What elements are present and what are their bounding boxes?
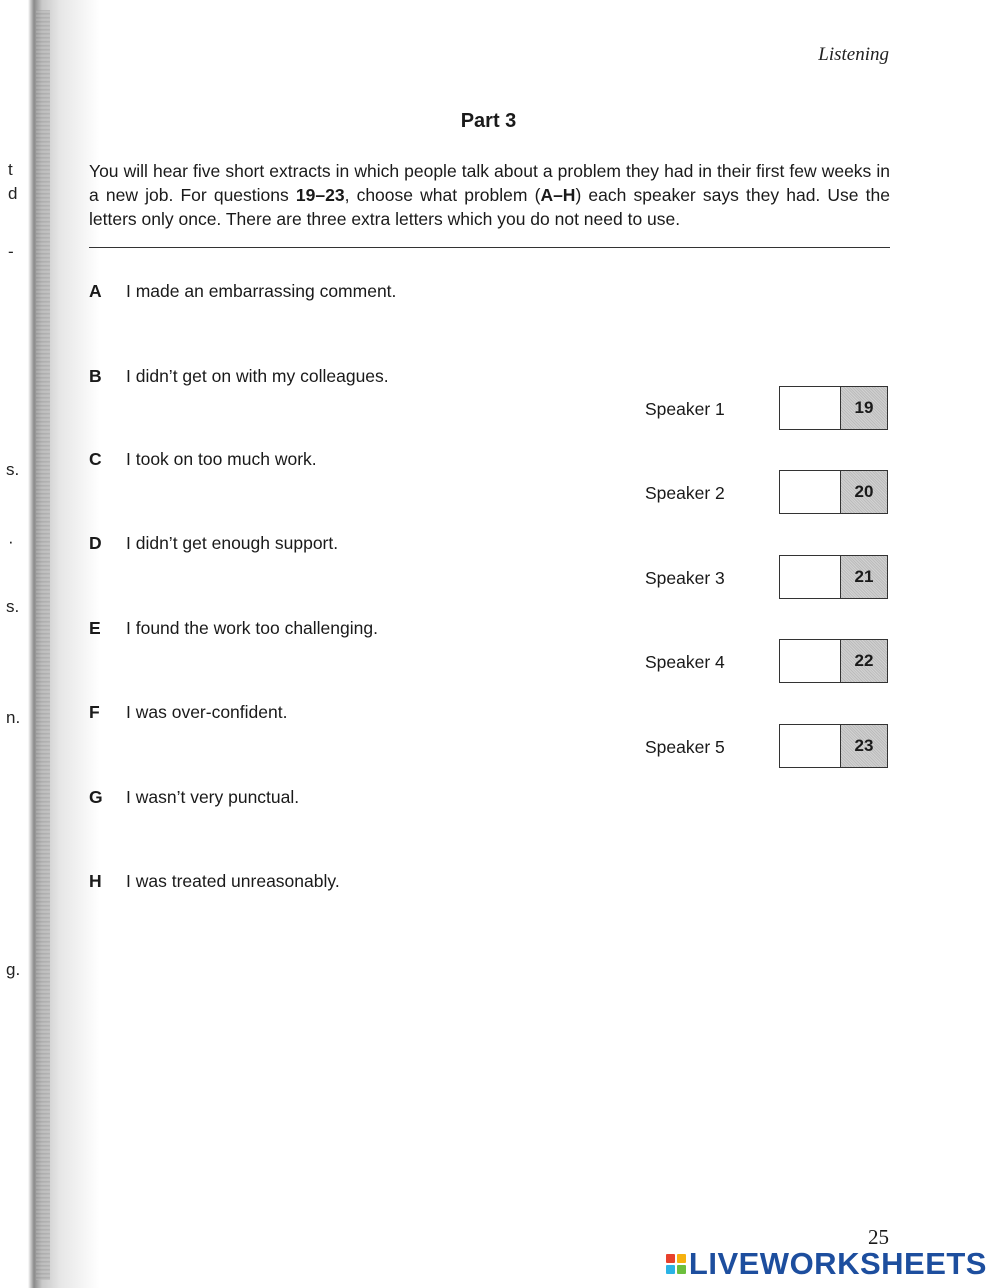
speaker-label: Speaker 3: [645, 568, 725, 588]
answer-input[interactable]: [780, 725, 841, 767]
option-item: [89, 281, 396, 302]
bleed-through-text: g.: [6, 960, 21, 979]
option-text: I made an embarrassing comment.: [126, 281, 397, 301]
option-item: [89, 533, 338, 554]
answer-input[interactable]: [780, 640, 841, 682]
answer-box: [779, 555, 888, 599]
answer-box: [779, 470, 888, 514]
bleed-through-text: -: [8, 242, 14, 261]
bleed-through-text: s.: [6, 460, 20, 479]
answer-box: [779, 639, 888, 683]
answer-box: [779, 386, 888, 430]
liveworksheets-logo-icon: [666, 1254, 686, 1274]
instructions-text: You will hear five short extracts in which people talk about a problem they had in their first few weeks in a new job. For questions: [89, 161, 890, 205]
option-item: [89, 702, 287, 723]
bleed-through-text: n.: [6, 708, 21, 727]
option-text: I didn’t get on with my colleagues.: [126, 366, 389, 386]
option-letter: G: [89, 787, 103, 807]
answer-box: [779, 724, 888, 768]
liveworksheets-watermark: [666, 1246, 987, 1282]
instructions-text: ) each speaker says they had. Use the letters only once. There are three extra letters which you do not need to use.: [89, 185, 891, 229]
part-title-text: Part 3: [460, 110, 517, 132]
logo-square: [677, 1254, 686, 1263]
answer-input[interactable]: [780, 556, 841, 598]
instructions-text: , choose what problem (: [344, 185, 541, 205]
page-number: 25: [868, 1225, 889, 1249]
instructions-question-range: 19–23: [295, 185, 345, 205]
option-item: [89, 787, 299, 808]
logo-square: [666, 1265, 675, 1274]
book-spine-edge: [36, 10, 50, 1280]
option-letter: B: [89, 366, 102, 386]
bleed-through-text: s.: [6, 597, 20, 616]
question-number: 20: [841, 471, 887, 513]
option-letter: D: [89, 533, 102, 553]
bleed-through-text: d: [8, 184, 18, 203]
section-divider: [89, 247, 890, 248]
question-number: 22: [841, 640, 887, 682]
speaker-label: Speaker 5: [645, 737, 725, 757]
bleed-through-text: t: [8, 160, 13, 179]
option-letter: A: [89, 281, 102, 301]
option-item: [89, 366, 389, 387]
option-item: [89, 871, 340, 892]
option-text: I took on too much work.: [126, 449, 317, 469]
instructions-paragraph: [89, 159, 890, 231]
option-text: I wasn’t very punctual.: [126, 787, 300, 807]
option-text: I found the work too challenging.: [126, 618, 378, 638]
page-title: [0, 110, 999, 133]
watermark-text: LIVEWORKSHEETS: [688, 1246, 987, 1281]
option-item: [89, 449, 317, 470]
question-number: 21: [841, 556, 887, 598]
logo-square: [666, 1254, 675, 1263]
answer-input[interactable]: [780, 387, 841, 429]
option-text: I was over-confident.: [126, 702, 288, 722]
bleed-through-text: ·: [8, 532, 14, 551]
answer-input[interactable]: [780, 471, 841, 513]
question-number: 23: [841, 725, 887, 767]
option-text: I didn’t get enough support.: [126, 533, 339, 553]
option-letter: F: [89, 702, 100, 722]
option-item: [89, 618, 378, 639]
option-letter: H: [89, 871, 102, 891]
speaker-label: Speaker 2: [645, 483, 725, 503]
speaker-label: Speaker 4: [645, 652, 725, 672]
question-number: 19: [841, 387, 887, 429]
speaker-label: Speaker 1: [645, 399, 725, 419]
instructions-letter-range: A–H: [540, 185, 576, 205]
option-text: I was treated unreasonably.: [126, 871, 340, 891]
option-letter: E: [89, 618, 101, 638]
running-head: Listening: [818, 44, 889, 65]
logo-square: [677, 1265, 686, 1274]
option-letter: C: [89, 449, 102, 469]
